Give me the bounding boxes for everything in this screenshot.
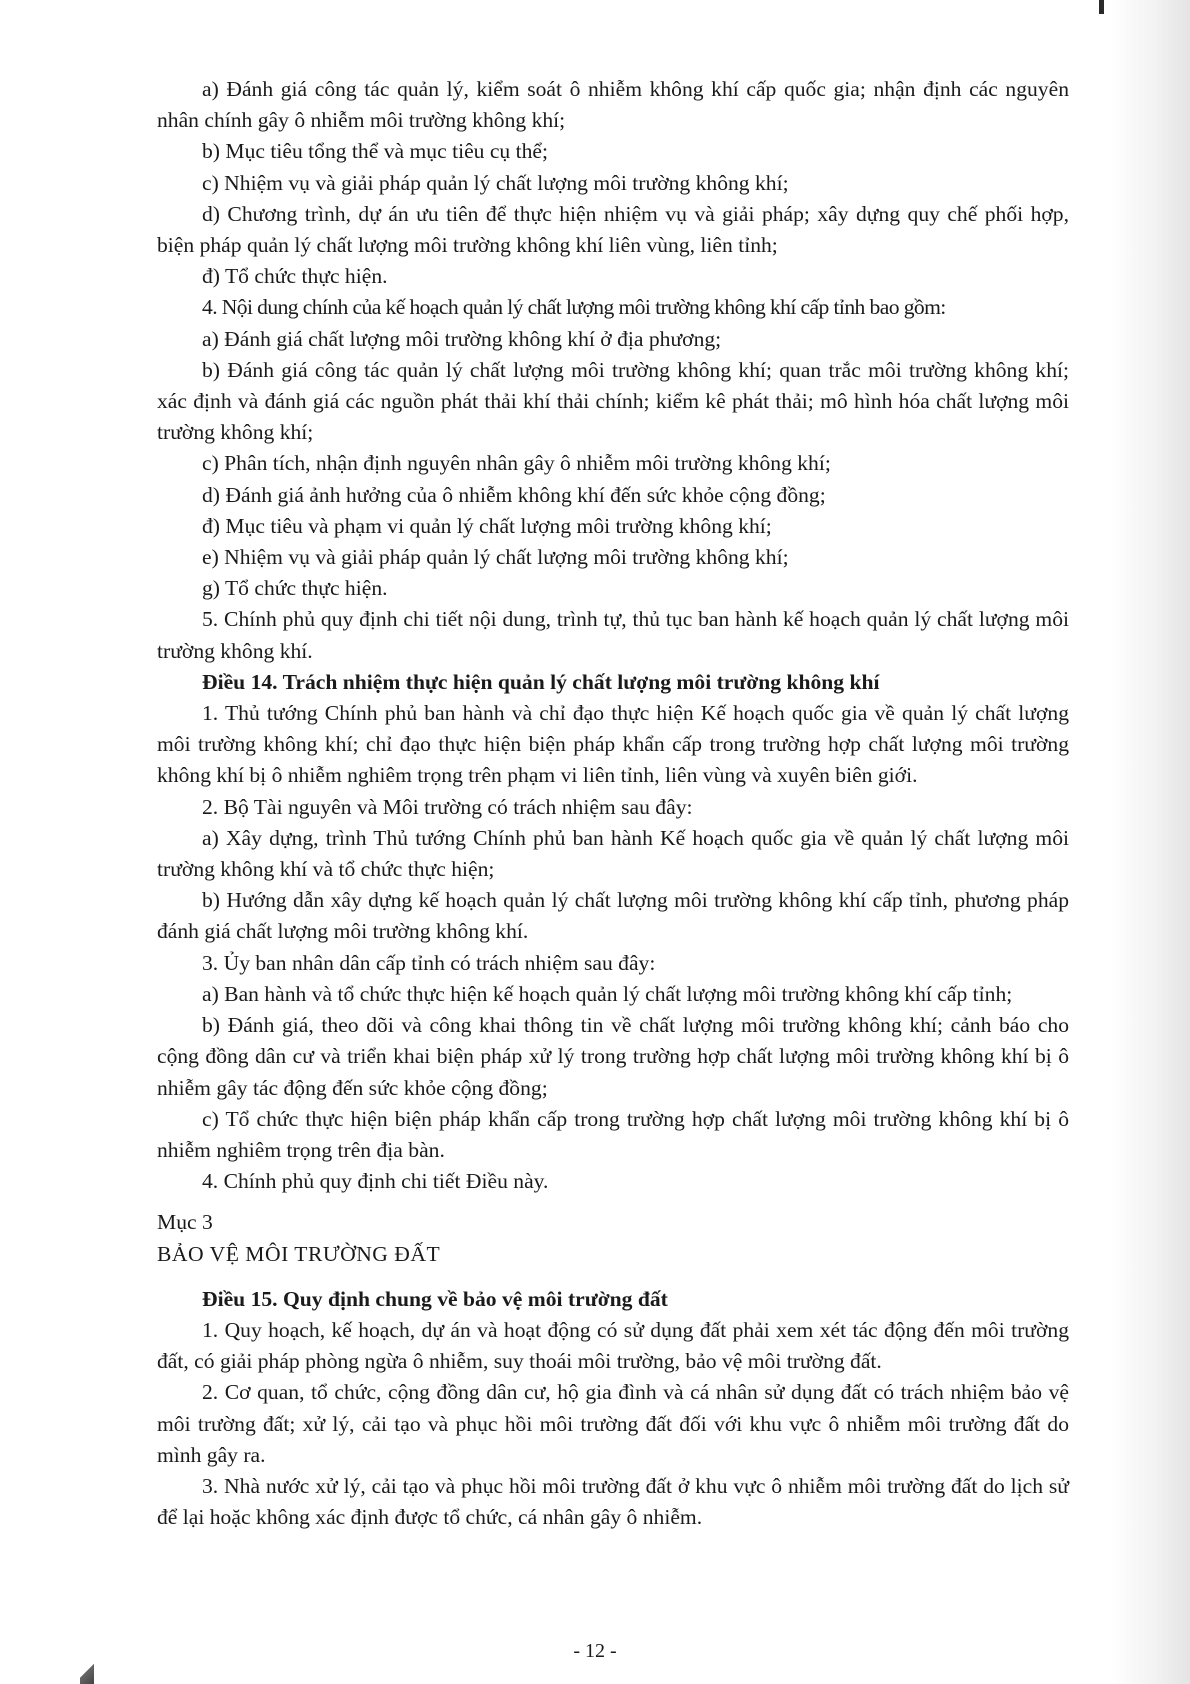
paragraph: d) Chương trình, dự án ưu tiên để thực hiện nhiệm vụ và giải pháp; xây dựng quy chế phối hợp, biện pháp quản lý chất lượng môi trường không khí liên vùng, liên tỉnh; [157, 201, 1069, 258]
paragraph: a) Xây dựng, trình Thủ tướng Chính phủ ban hành Kế hoạch quốc gia về quản lý chất lượng môi trường không khí và tổ chức thực hiện; [157, 825, 1069, 882]
paragraph: đ) Tổ chức thực hiện. [202, 264, 388, 289]
paragraph: b) Đánh giá công tác quản lý chất lượng môi trường không khí; quan trắc môi trường không khí; xác định và đánh giá các nguồn phát thải khí thải chính; kiểm kê phát thải; mô hình hóa chất lượng môi trường không khí; [157, 357, 1069, 445]
paragraph: c) Nhiệm vụ và giải pháp quản lý chất lượng môi trường không khí; [202, 170, 789, 195]
paragraph: 4. Chính phủ quy định chi tiết Điều này. [202, 1169, 549, 1194]
document-body [157, 74, 1069, 1533]
article-15-heading: Điều 15. Quy định chung về bảo vệ môi trường đất [202, 1286, 668, 1311]
page-number: - 12 - [573, 1640, 617, 1662]
paragraph: e) Nhiệm vụ và giải pháp quản lý chất lượng môi trường không khí; [202, 545, 789, 570]
paragraph: 2. Bộ Tài nguyên và Môi trường có trách nhiệm sau đây: [202, 794, 693, 819]
paragraph: d) Đánh giá ảnh hưởng của ô nhiễm không khí đến sức khỏe cộng đồng; [202, 482, 826, 507]
paragraph: a) Đánh giá công tác quản lý, kiểm soát ô nhiễm không khí cấp quốc gia; nhận định các nguyên nhân chính gây ô nhiễm môi trường không khí; [157, 77, 1069, 133]
paragraph: b) Mục tiêu tổng thể và mục tiêu cụ thể; [202, 139, 549, 164]
scan-mark [1099, 0, 1104, 14]
paragraph: a) Ban hành và tổ chức thực hiện kế hoạch quản lý chất lượng môi trường không khí cấp tỉnh; [202, 981, 1013, 1006]
section-title: BẢO VỆ MÔI TRƯỜNG ĐẤT [157, 1241, 441, 1266]
paragraph: c) Phân tích, nhận định nguyên nhân gây ô nhiễm môi trường không khí; [202, 451, 831, 476]
paragraph: a) Đánh giá chất lượng môi trường không khí ở địa phương; [202, 326, 722, 351]
page-edge-shadow [1112, 0, 1190, 1684]
article-14-heading: Điều 14. Trách nhiệm thực hiện quản lý chất lượng môi trường không khí [202, 669, 880, 694]
paragraph: 3. Nhà nước xử lý, cải tạo và phục hồi môi trường đất ở khu vực ô nhiễm môi trường đất do lịch sử để lại hoặc không xác định được tổ chức, cá nhân gây ô nhiễm. [157, 1473, 1069, 1530]
paragraph: c) Tổ chức thực hiện biện pháp khẩn cấp trong trường hợp chất lượng môi trường không khí bị ô nhiễm nghiêm trọng trên địa bàn. [157, 1106, 1069, 1162]
paragraph: b) Hướng dẫn xây dựng kế hoạch quản lý chất lượng môi trường không khí cấp tỉnh, phương pháp đánh giá chất lượng môi trường không khí. [157, 888, 1069, 944]
paragraph: 4. Nội dung chính của kế hoạch quản lý chất lượng môi trường không khí cấp tỉnh bao gồm: [202, 295, 946, 320]
paragraph: 5. Chính phủ quy định chi tiết nội dung, trình tự, thủ tục ban hành kế hoạch quản lý chất lượng môi trường không khí. [157, 607, 1069, 663]
paragraph: 3. Ủy ban nhân dân cấp tỉnh có trách nhiệm sau đây: [202, 950, 656, 975]
section-number: Mục 3 [157, 1210, 213, 1235]
paragraph: đ) Mục tiêu và phạm vi quản lý chất lượng môi trường không khí; [202, 513, 772, 538]
corner-fold [80, 1664, 94, 1684]
paragraph: 2. Cơ quan, tổ chức, cộng đồng dân cư, hộ gia đình và cá nhân sử dụng đất có trách nhiệm bảo vệ môi trường đất; xử lý, cải tạo và phục hồi môi trường đất đối với khu vực ô nhiễm môi trường đất do mình gây ra. [157, 1380, 1069, 1467]
paragraph: 1. Quy hoạch, kế hoạch, dự án và hoạt động có sử dụng đất phải xem xét tác động đến môi trường đất, có giải pháp phòng ngừa ô nhiễm, suy thoái môi trường, bảo vệ môi trường đất. [157, 1317, 1069, 1374]
paragraph: g) Tổ chức thực hiện. [202, 576, 388, 601]
paragraph: b) Đánh giá, theo dõi và công khai thông tin về chất lượng môi trường không khí; cảnh báo cho cộng đồng dân cư và triển khai biện pháp xử lý trong trường hợp chất lượng môi trường không khí bị ô nhiễm gây tác động đến sức khỏe cộng đồng; [157, 1013, 1069, 1100]
paragraph: 1. Thủ tướng Chính phủ ban hành và chỉ đạo thực hiện Kế hoạch quốc gia về quản lý chất lượng môi trường không khí; chỉ đạo thực hiện biện pháp khẩn cấp trong trường hợp chất lượng môi trường không khí bị ô nhiễm nghiêm trọng trên phạm vi liên tỉnh, liên vùng và xuyên biên giới. [157, 701, 1069, 788]
